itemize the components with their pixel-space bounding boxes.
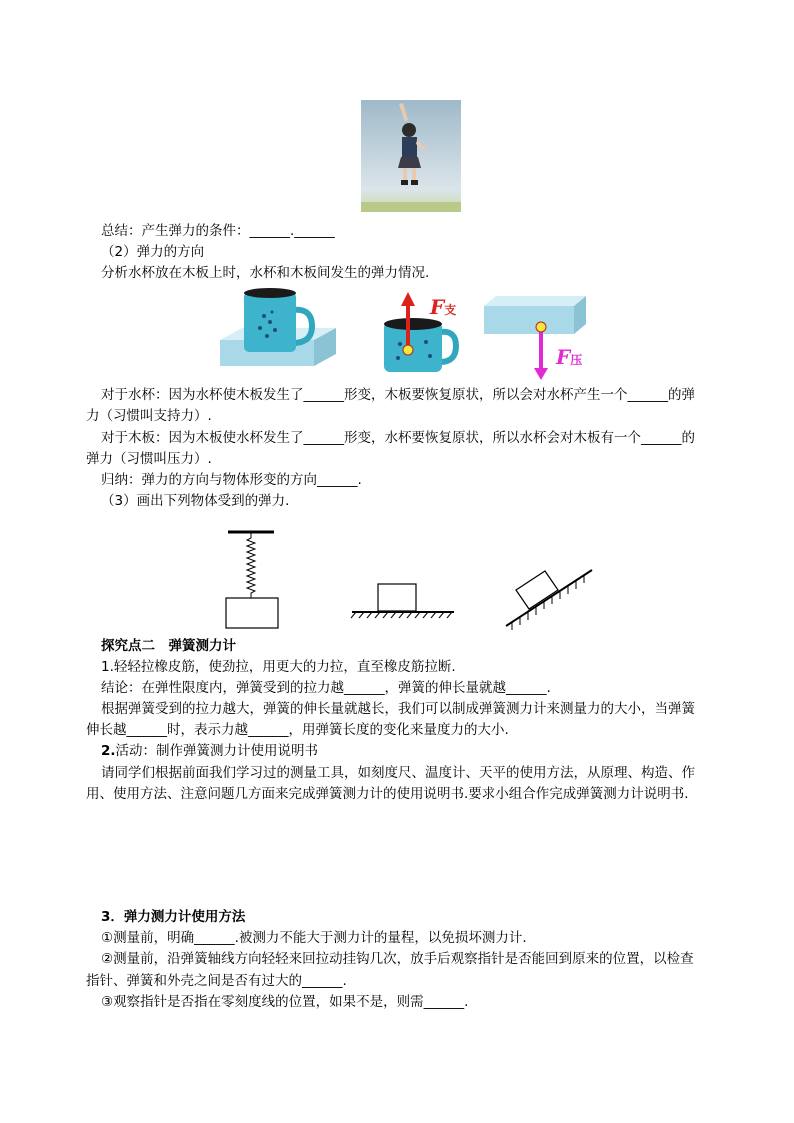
jumping-girl-photo [361, 100, 461, 212]
board-para-line2: 弹力（习惯叫压力）. [86, 451, 212, 467]
method-step1: ①测量前，明确______.被测力不能大于测力计的量程，以免损坏测力计. [101, 930, 527, 946]
sub-heading-draw: （3）画出下列物体受到的弹力. [101, 493, 290, 509]
force-drawing-figures [220, 526, 600, 632]
spring-para-line1: 根据弹簧受到的拉力越大，弹簧的伸长量就越长，我们可以制成弹簧测力计来测量力的大小，当弹簧 [101, 701, 695, 717]
cup-para-line2: 力（习惯叫支持力）. [86, 408, 212, 424]
inquiry-two-title: 探究点二 弹簧测力计 [101, 638, 236, 654]
induction-line: 归纳：弹力的方向与物体形变的方向______. [101, 472, 362, 488]
summary-line: 总结：产生弹力的条件：______.______ [101, 223, 335, 239]
conclusion-line: 结论：在弹性限度内，弹簧受到的拉力越______，弹簧的伸长量就越______. [101, 680, 551, 696]
activity-number: 2. [101, 743, 116, 759]
activity-line [101, 742, 318, 760]
activity-text: 活动：制作弹簧测力计使用说明书 [115, 743, 319, 759]
activity-para-line2: 用、使用方法、注意问题几方面来完成弹簧测力计的使用说明书.要求小组合作完成弹簧测力计说明书. [86, 786, 689, 802]
method-step2-line2: 指针、弹簧和外壳之间是否有过大的______. [86, 973, 347, 989]
cup-on-board-figure [220, 286, 336, 368]
board-para-line1: 对于木板：因为木板使水杯发生了______形变，水杯要恢复原状，所以水杯会对木板有一个______的 [101, 430, 695, 446]
analyze-line: 分析水杯放在木板上时，水杯和木板间发生的弹力情况. [101, 265, 430, 281]
spring [247, 532, 255, 598]
sub-heading-direction: （2）弹力的方向 [101, 244, 205, 260]
method-title: 3．弹力测力计使用方法 [101, 909, 246, 925]
method-step2-line1: ②测量前，沿弹簧轴线方向轻轻来回拉动挂钩几次，放手后观察指针是否能回到原来的位置，以检查 [101, 951, 694, 967]
method-step3: ③观察指针是否指在零刻度线的位置，如果不是，则需______. [101, 994, 469, 1010]
pressure-force-label [556, 345, 583, 369]
activity-para-line1: 请同学们根据前面我们学习过的测量工具，如刻度尺、温度计、天平的使用方法，从原理、构造、作 [101, 765, 695, 781]
support-force-label [430, 295, 457, 319]
spring-para-line2: 伸长越______时，表示力越______，用弹簧长度的变化来量度力的大小. [86, 722, 509, 738]
support-subscript: 支 [444, 303, 457, 317]
cup-para-line1: 对于水杯：因为水杯使木板发生了______形变，木板要恢复原状，所以会对水杯产生一个______的弹 [101, 387, 695, 403]
force-symbol-f: F [430, 295, 445, 319]
force-symbol-f-2: F [556, 345, 571, 369]
pressure-subscript: 压 [570, 353, 583, 367]
item-one: 1.轻轻拉橡皮筋，使劲拉，用更大的力拉，直至橡皮筋拉断. [101, 659, 456, 675]
